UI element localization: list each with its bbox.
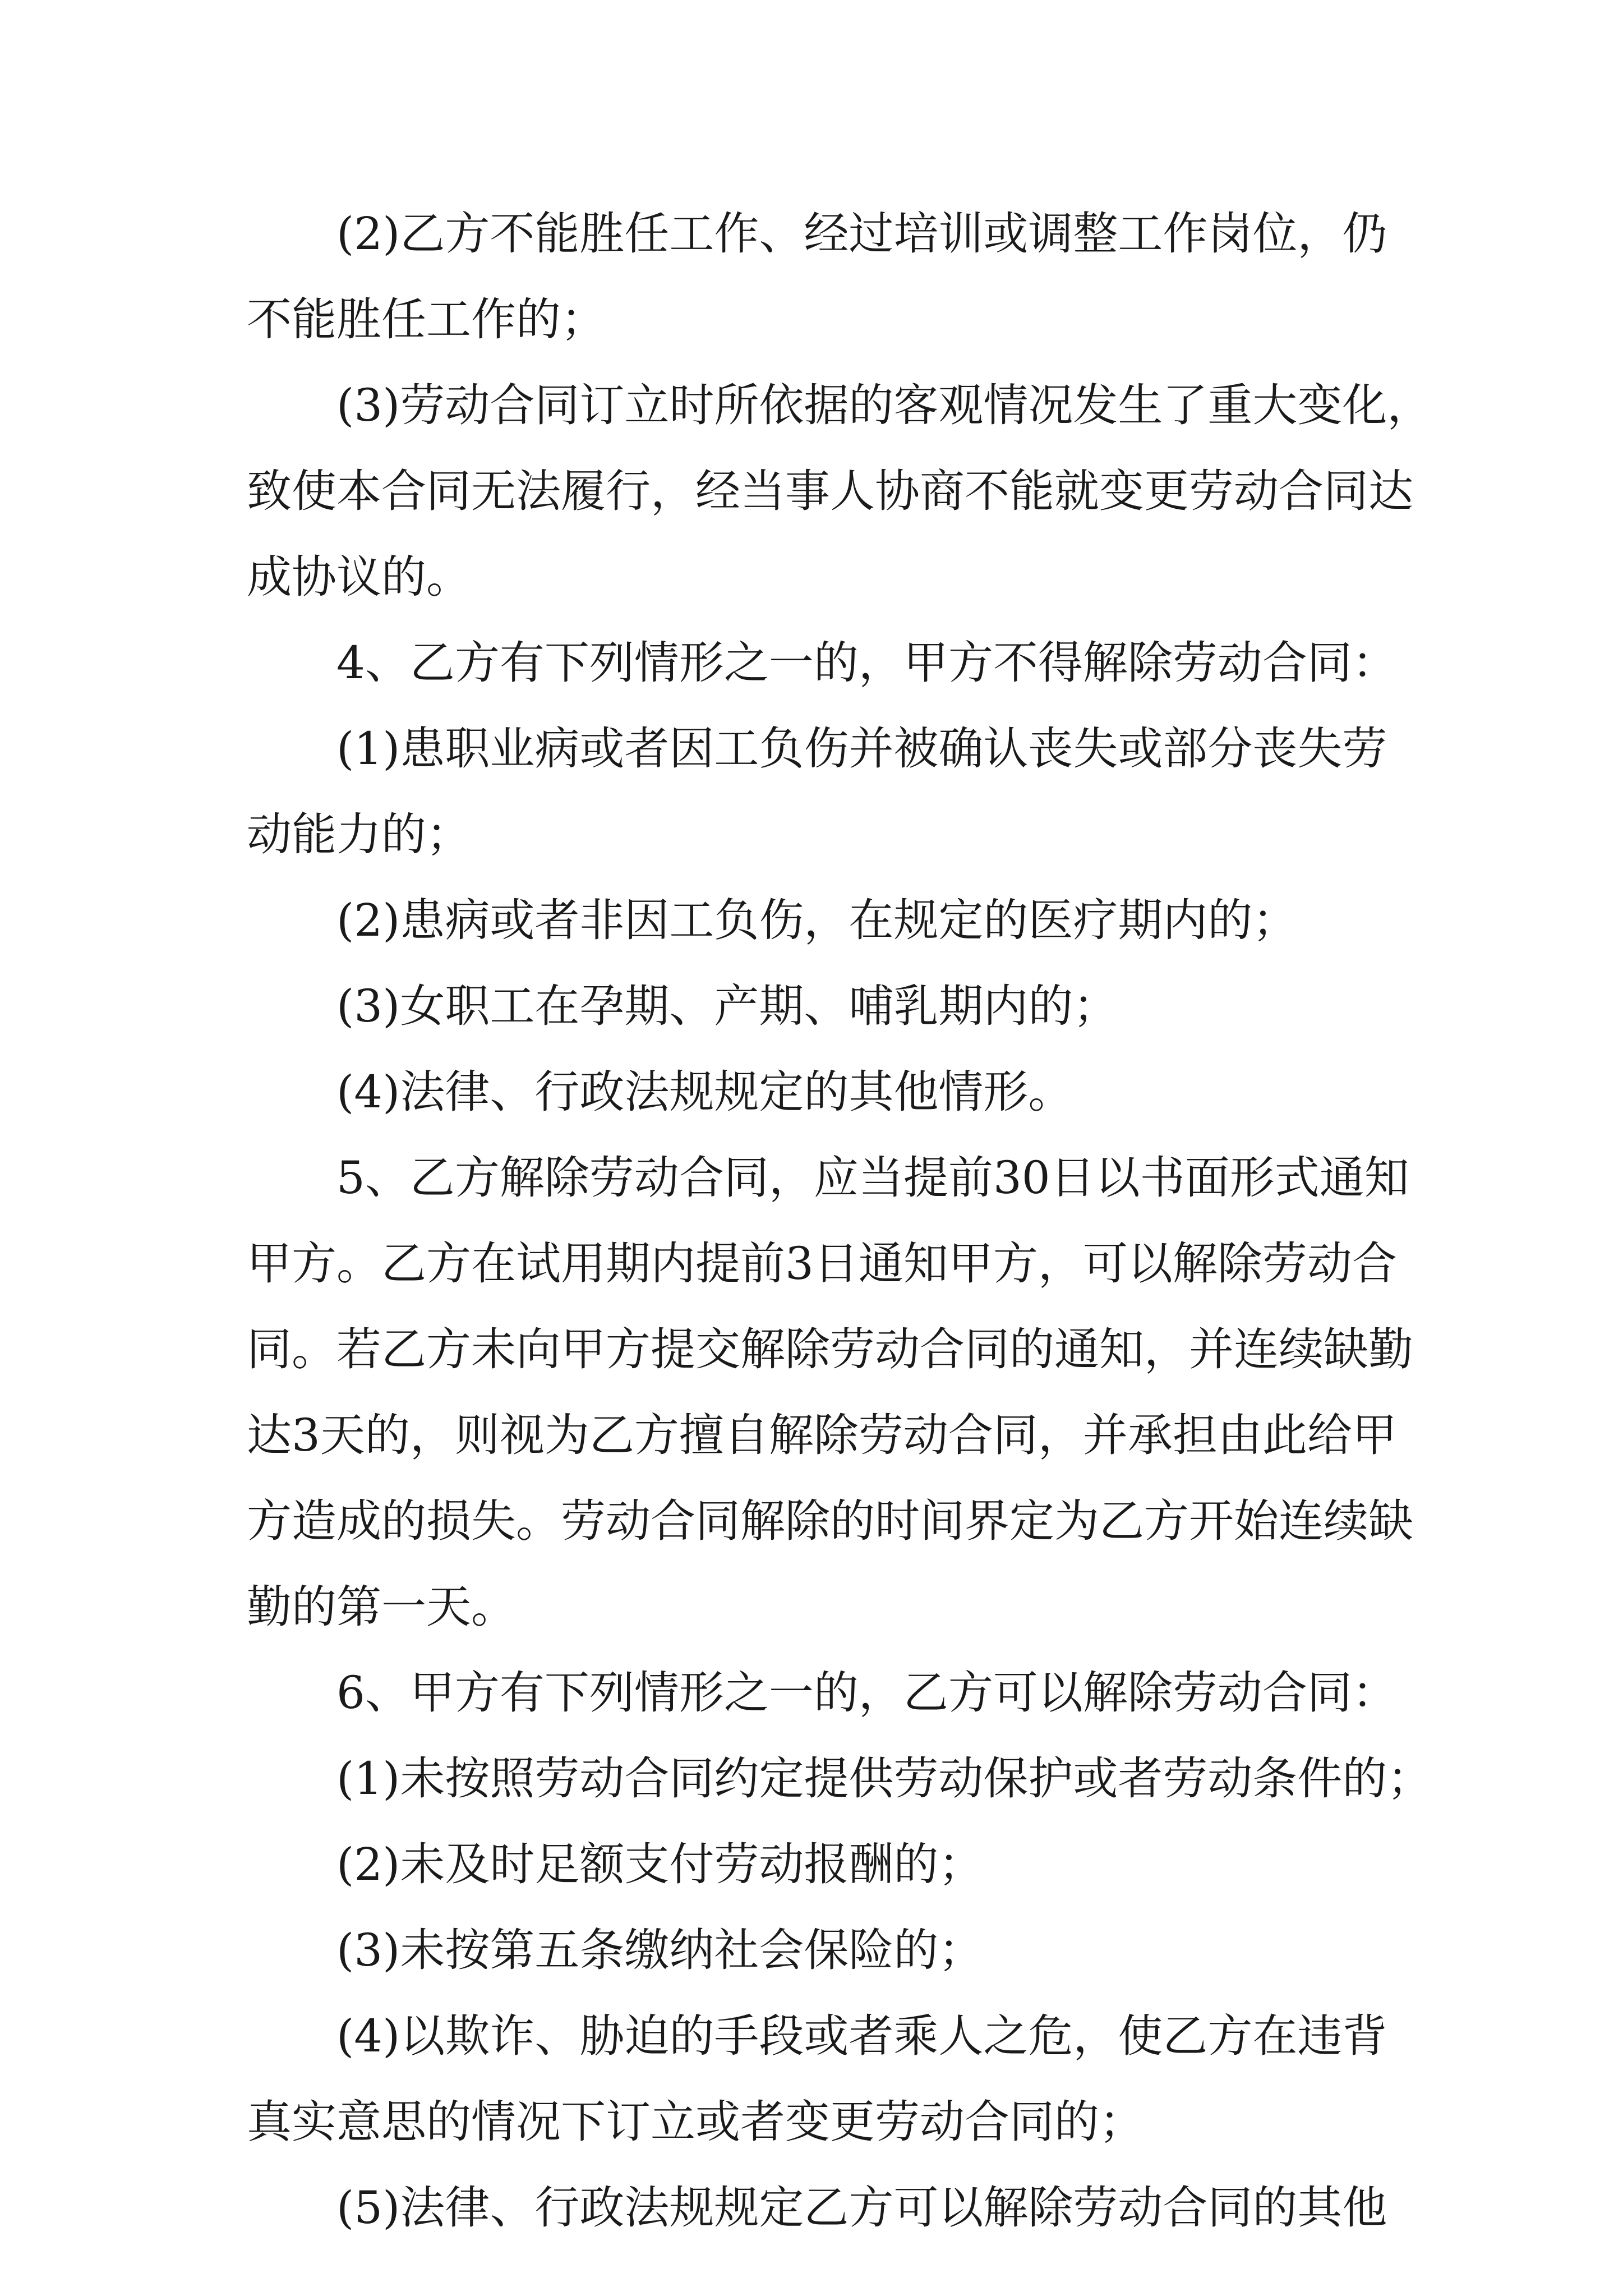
text-line-5: 成协议的。 xyxy=(247,551,471,603)
text-line-24: (5)法律、行政法规规定乙方可以解除劳动合同的其他 xyxy=(336,2182,1387,2234)
text-line-15: 达3天的，则视为乙方擅自解除劳动合同，并承担由此给甲 xyxy=(247,1409,1397,1461)
text-line-16: 方造成的损失。劳动合同解除的时间界定为乙方开始连续缺 xyxy=(247,1495,1413,1547)
text-line-1: (2)乙方不能胜任工作、经过培训或调整工作岗位，仍 xyxy=(336,208,1387,260)
text-line-17: 勤的第一天。 xyxy=(247,1581,516,1633)
text-line-10: (3)女职工在孕期、产期、哺乳期内的； xyxy=(336,980,1118,1032)
text-line-12: 5、乙方解除劳动合同，应当提前30日以书面形式通知 xyxy=(336,1152,1409,1204)
text-line-14: 同。若乙方未向甲方提交解除劳动合同的通知，并连续缺勤 xyxy=(247,1323,1413,1375)
text-line-6: 4、乙方有下列情形之一的，甲方不得解除劳动合同： xyxy=(336,637,1397,689)
text-line-23: 真实意思的情况下订立或者变更劳动合同的； xyxy=(247,2096,1144,2148)
text-line-11: (4)法律、行政法规规定的其他情形。 xyxy=(336,1066,1073,1118)
text-line-3: (3)劳动合同订立时所依据的客观情况发生了重大变化， xyxy=(336,379,1432,431)
text-line-20: (2)未及时足额支付劳动报酬的； xyxy=(336,1838,984,1890)
text-line-7: (1)患职业病或者因工负伤并被确认丧失或部分丧失劳 xyxy=(336,723,1387,775)
text-line-19: (1)未按照劳动合同约定提供劳动保护或者劳动条件的； xyxy=(336,1752,1432,1805)
text-line-13: 甲方。乙方在试用期内提前3日通知甲方，可以解除劳动合 xyxy=(247,1237,1397,1290)
text-line-9: (2)患病或者非因工负伤，在规定的医疗期内的； xyxy=(336,894,1298,946)
text-line-18: 6、甲方有下列情形之一的，乙方可以解除劳动合同： xyxy=(336,1667,1397,1719)
text-line-22: (4)以欺诈、胁迫的手段或者乘人之危，使乙方在违背 xyxy=(336,2010,1387,2062)
text-line-4: 致使本合同无法履行，经当事人协商不能就变更劳动合同达 xyxy=(247,465,1413,517)
text-line-21: (3)未按第五条缴纳社会保险的； xyxy=(336,1924,984,1976)
text-line-2: 不能胜任工作的； xyxy=(247,293,606,346)
text-line-8: 动能力的； xyxy=(247,808,471,861)
